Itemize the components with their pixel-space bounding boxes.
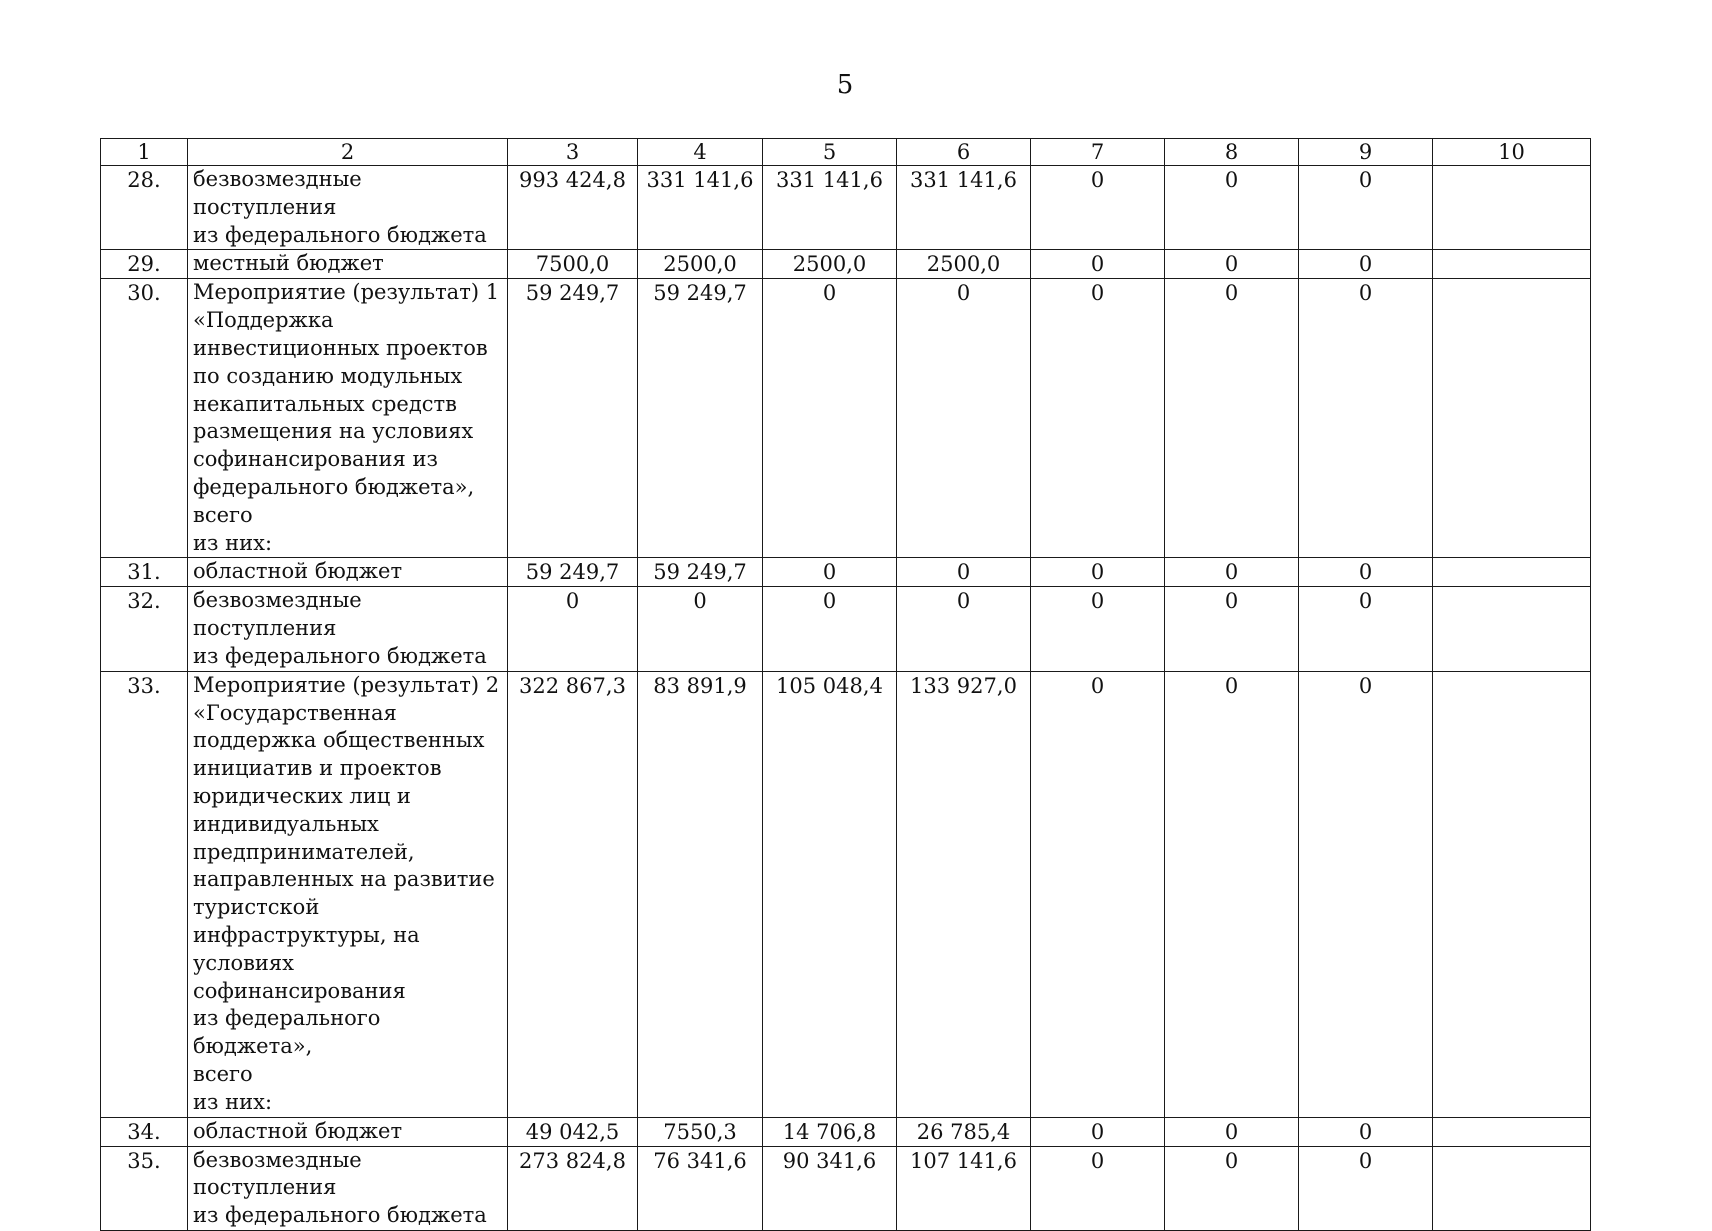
value-cell-col-10 [1433, 671, 1591, 1117]
column-header: 8 [1165, 139, 1299, 166]
value-cell-col-5: 2500,0 [763, 250, 897, 279]
value-cell-col-4: 331 141,6 [638, 166, 763, 250]
value-cell-col-4: 83 891,9 [638, 671, 763, 1117]
value-cell-col-7: 0 [1031, 279, 1165, 558]
value-cell-col-4: 76 341,6 [638, 1146, 763, 1230]
table-body [101, 166, 1591, 1231]
value-cell-col-10 [1433, 587, 1591, 671]
column-header: 9 [1299, 139, 1433, 166]
value-cell-col-4: 0 [638, 587, 763, 671]
table-row [101, 279, 1591, 558]
value-cell-col-9: 0 [1299, 250, 1433, 279]
value-cell-col-5: 0 [763, 558, 897, 587]
value-cell-col-4: 2500,0 [638, 250, 763, 279]
value-cell-col-3: 993 424,8 [508, 166, 638, 250]
column-header: 7 [1031, 139, 1165, 166]
row-number: 33. [101, 671, 188, 1117]
value-cell-col-6: 0 [897, 558, 1031, 587]
value-cell-col-5: 0 [763, 587, 897, 671]
value-cell-col-3: 322 867,3 [508, 671, 638, 1117]
row-description [188, 587, 508, 671]
value-cell-col-3: 59 249,7 [508, 558, 638, 587]
value-cell-col-4: 7550,3 [638, 1117, 763, 1146]
value-cell-col-3: 0 [508, 587, 638, 671]
value-cell-col-6: 133 927,0 [897, 671, 1031, 1117]
table-row [101, 1117, 1591, 1146]
value-cell-col-6: 0 [897, 587, 1031, 671]
value-cell-col-5: 331 141,6 [763, 166, 897, 250]
row-description-text: местный бюджет [193, 251, 384, 276]
row-description-text: безвозмездные поступления из федерального бюджета [193, 588, 487, 668]
column-header: 2 [188, 139, 508, 166]
value-cell-col-9: 0 [1299, 1117, 1433, 1146]
value-cell-col-5: 105 048,4 [763, 671, 897, 1117]
row-number: 34. [101, 1117, 188, 1146]
column-header: 10 [1433, 139, 1591, 166]
table-row [101, 166, 1591, 250]
value-cell-col-3: 49 042,5 [508, 1117, 638, 1146]
value-cell-col-6: 107 141,6 [897, 1146, 1031, 1230]
value-cell-col-3: 7500,0 [508, 250, 638, 279]
value-cell-col-3: 59 249,7 [508, 279, 638, 558]
value-cell-col-8: 0 [1165, 166, 1299, 250]
value-cell-col-7: 0 [1031, 1117, 1165, 1146]
row-number: 31. [101, 558, 188, 587]
value-cell-col-10 [1433, 1117, 1591, 1146]
value-cell-col-9: 0 [1299, 1146, 1433, 1230]
value-cell-col-8: 0 [1165, 558, 1299, 587]
value-cell-col-9: 0 [1299, 587, 1433, 671]
value-cell-col-6: 2500,0 [897, 250, 1031, 279]
value-cell-col-8: 0 [1165, 1146, 1299, 1230]
value-cell-col-10 [1433, 250, 1591, 279]
value-cell-col-9: 0 [1299, 558, 1433, 587]
row-description-text: областной бюджет [193, 559, 403, 584]
row-description-text: Мероприятие (результат) 1 «Поддержка инвестиционных проектов по созданию модульных некапитальных средств размещения на условиях софинансирования из федерального бюджета», всего из них: [193, 280, 500, 555]
row-description [188, 279, 508, 558]
table-row [101, 1146, 1591, 1230]
value-cell-col-7: 0 [1031, 587, 1165, 671]
value-cell-col-8: 0 [1165, 587, 1299, 671]
value-cell-col-8: 0 [1165, 1117, 1299, 1146]
row-description [188, 1146, 508, 1230]
row-description-text: безвозмездные поступления из федерального бюджета [193, 1147, 487, 1228]
value-cell-col-8: 0 [1165, 279, 1299, 558]
row-description [188, 671, 508, 1117]
header-row [101, 139, 1591, 166]
value-cell-col-6: 331 141,6 [897, 166, 1031, 250]
row-description [188, 166, 508, 250]
value-cell-col-9: 0 [1299, 279, 1433, 558]
row-number: 28. [101, 166, 188, 250]
value-cell-col-4: 59 249,7 [638, 279, 763, 558]
column-header: 5 [763, 139, 897, 166]
value-cell-col-6: 26 785,4 [897, 1117, 1031, 1146]
column-header: 1 [101, 139, 188, 166]
value-cell-col-7: 0 [1031, 250, 1165, 279]
value-cell-col-5: 0 [763, 279, 897, 558]
value-cell-col-10 [1433, 1146, 1591, 1230]
value-cell-col-5: 90 341,6 [763, 1146, 897, 1230]
value-cell-col-9: 0 [1299, 671, 1433, 1117]
table-row [101, 587, 1591, 671]
table-row [101, 250, 1591, 279]
value-cell-col-4: 59 249,7 [638, 558, 763, 587]
column-header: 3 [508, 139, 638, 166]
row-description [188, 250, 508, 279]
page-number: 5 [836, 70, 854, 100]
value-cell-col-6: 0 [897, 279, 1031, 558]
value-cell-col-8: 0 [1165, 250, 1299, 279]
value-cell-col-9: 0 [1299, 166, 1433, 250]
table-row [101, 558, 1591, 587]
value-cell-col-10 [1433, 558, 1591, 587]
value-cell-col-10 [1433, 166, 1591, 250]
value-cell-col-5: 14 706,8 [763, 1117, 897, 1146]
value-cell-col-7: 0 [1031, 671, 1165, 1117]
row-description [188, 1117, 508, 1146]
value-cell-col-7: 0 [1031, 1146, 1165, 1230]
value-cell-col-7: 0 [1031, 166, 1165, 250]
table-row [101, 671, 1591, 1117]
row-number: 35. [101, 1146, 188, 1230]
value-cell-col-8: 0 [1165, 671, 1299, 1117]
row-number: 30. [101, 279, 188, 558]
column-header: 6 [897, 139, 1031, 166]
value-cell-col-3: 273 824,8 [508, 1146, 638, 1230]
column-header: 4 [638, 139, 763, 166]
row-number: 32. [101, 587, 188, 671]
row-description [188, 558, 508, 587]
value-cell-col-7: 0 [1031, 558, 1165, 587]
row-description-text: областной бюджет [193, 1118, 403, 1143]
row-description-text: Мероприятие (результат) 2 «Государственная поддержка общественных инициатив и проектов юридических лиц и индивидуальных предпринимателей, направленных на развитие туристской инфраструктуры, на условиях софинансирования из федерального бюджета», всего из них: [193, 672, 500, 1114]
row-number: 29. [101, 250, 188, 279]
value-cell-col-10 [1433, 279, 1591, 558]
budget-table [100, 138, 1591, 1231]
row-description-text: безвозмездные поступления из федерального бюджета [193, 167, 487, 247]
